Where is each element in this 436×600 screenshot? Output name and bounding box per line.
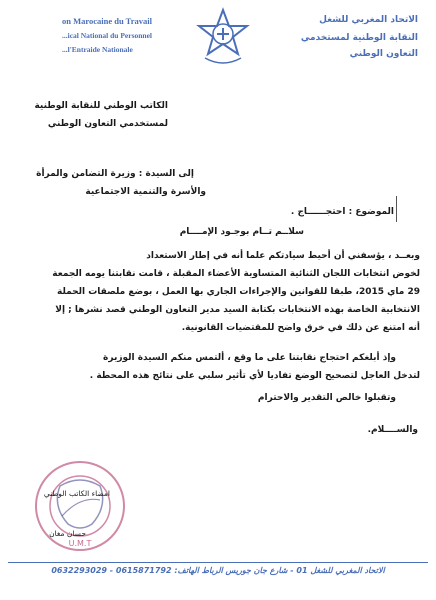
- recipient-line-2: والأسرة والتنمية الاجتماعية: [85, 187, 206, 197]
- body-line-3: 29 ماي 2015، طبقا للقوانين والإجراءات الجاري بها العمل ، بوضع ملصقات الحملة: [56, 287, 420, 297]
- body-line-7: لتدخل العاجل لتصحيح الوضع تفاديا لأي تأثير سلبي على نتائج هذه المحطة .: [89, 371, 420, 381]
- body-line-6: وإذ أبلغكم احتجاج نقابتنا على ما وقع ، ألتمس منكم السيدة الوزيرة: [103, 353, 396, 363]
- sender-line-1: الكاتب الوطني للنقابة الوطنية: [34, 101, 168, 111]
- letterhead-arabic-line-2: النقابة الوطنية لمستخدمي: [300, 33, 418, 43]
- stamp-text: U.M.T: [68, 539, 92, 548]
- signature-name: حسان مغان: [49, 529, 86, 538]
- body-line-1: وبعــد ، يؤسفني أن أحيط سيادتكم علما أنه في إطار الاستعداد: [146, 251, 420, 261]
- closing: والســــلام.: [367, 425, 418, 435]
- letterhead-french-line-3: ...l'Entraide Nationale: [62, 45, 133, 54]
- union-stamp-icon: [30, 456, 130, 556]
- greeting: سلاــم تــام بوجـود الإمــــام: [179, 227, 304, 237]
- body-line-2: لخوض انتخابات اللجان الثنائية المتساوية الأعضاء المقبلة ، قامت نقابتنا يومه الجمعة: [52, 269, 420, 279]
- body-line-5: أنه امتنع عن ذلك في خرق واضح للمقتضيات القانونية.: [181, 323, 420, 333]
- letterhead-arabic-line-1: الاتحاد المغربي للشغل: [319, 15, 418, 25]
- signature-title: امضاء الكاتب الوطني: [43, 489, 110, 498]
- footer-address: الاتحاد المغربي للشغل 01 - شارع جان جوريس الرباط الهاتف: 0615871792 - 0632293029: [51, 566, 385, 575]
- letterhead-arabic-line-3: التعاون الوطني: [349, 49, 418, 59]
- body-line-8: وتقبلوا خالص التقدير والاحترام: [257, 393, 396, 403]
- body-line-4: الانتخابية الخاصة بهذه الانتخابات بكتابة السيد مدير التعاون الوطني قصد نشرها ; إلا: [55, 305, 420, 315]
- footer-divider: [8, 562, 428, 563]
- letterhead-french-line-1: on Marocaine du Travail: [62, 16, 152, 26]
- union-logo-icon: [195, 6, 251, 68]
- sender-line-2: لمستخدمي التعاون الوطني: [47, 119, 168, 129]
- recipient-line-1: إلى السيدة : وزيرة التضامن والمرأة: [36, 169, 194, 179]
- subject-label: الموضوع : احتجــــــاج .: [290, 207, 394, 217]
- letterhead-french-line-2: ...ical National du Personnel: [62, 31, 153, 40]
